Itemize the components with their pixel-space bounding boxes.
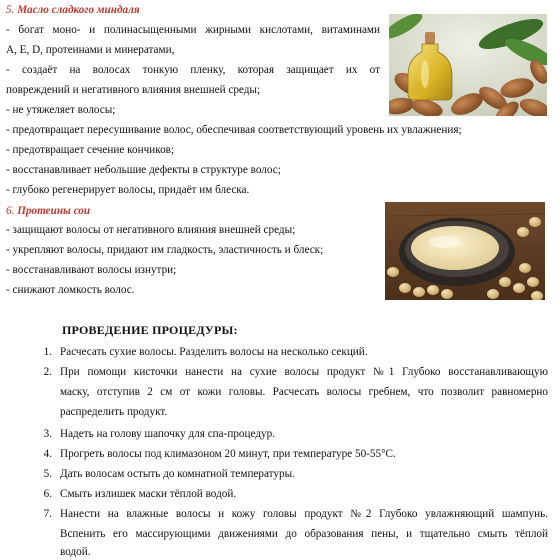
almond-oil-photo bbox=[389, 14, 547, 116]
almond-line-6: - предотвращает пересушивание волос, обеспечивая соответствующий уровень их увлажнения; bbox=[6, 124, 462, 136]
step-7-number: 7. bbox=[43, 508, 52, 520]
almond-line-7: - предотвращает сечение кончиков; bbox=[6, 144, 175, 156]
almond-line-8: - восстанавливает небольшие дефекты в структуре волос; bbox=[6, 164, 281, 176]
step-5-number: 5. bbox=[43, 468, 52, 480]
almond-line-9: - глубоко регенерирует волосы, придаёт им блеска. bbox=[6, 184, 250, 196]
almond-line-5: - не утяжеляет волосы; bbox=[6, 104, 116, 116]
soy-heading bbox=[6, 203, 90, 219]
step-6-number: 6. bbox=[43, 488, 52, 500]
almond-line-3: - создаёт на волосах тонкую пленку, которая защищает их от bbox=[6, 64, 380, 76]
almond-line-1: - богат моно- и полинасыщенными жирными кислотами, витаминами bbox=[6, 24, 380, 36]
step-4-number: 4. bbox=[43, 448, 52, 460]
step-2-line-1: При помощи кисточки нанести на сухие волосы продукт №1 Глубоко восстанавливающую bbox=[60, 366, 548, 378]
step-3-number: 3. bbox=[43, 428, 52, 440]
step-1-text: Расчесать сухие волосы. Разделить волосы на несколько секций. bbox=[60, 346, 368, 358]
step-6-text: Смыть излишек маски тёплой водой. bbox=[60, 488, 237, 500]
step-7-line-3: водой. bbox=[60, 546, 91, 558]
step-1-number: 1. bbox=[43, 346, 52, 358]
step-2-number: 2. bbox=[43, 366, 52, 378]
almond-title: Масло сладкого миндаля bbox=[17, 4, 140, 16]
almond-line-2: A, E, D, протеинами и минератами, bbox=[6, 44, 175, 56]
procedure-title: ПРОВЕДЕНИЕ ПРОЦЕДУРЫ: bbox=[62, 323, 238, 337]
almond-line-4: повреждений и негативного влияния внешней среды; bbox=[6, 84, 261, 96]
soy-line-3: - восстанавливают волосы изнутри; bbox=[6, 264, 177, 276]
soy-line-4: - снижают ломкость волос. bbox=[6, 284, 135, 296]
almond-number: 5. bbox=[6, 4, 15, 16]
almond-heading bbox=[6, 2, 140, 18]
step-7-line-1: Нанести на влажные волосы и кожу головы продукт №2 Глубоко увлажняющий шампунь. bbox=[60, 508, 548, 520]
step-2-line-3: распределить продукт. bbox=[60, 406, 168, 418]
step-3-text: Надеть на голову шапочку для спа-процедур. bbox=[60, 428, 275, 440]
step-5-text: Дать волосам остыть до комнатной температуры. bbox=[60, 468, 295, 480]
soy-number: 6. bbox=[6, 205, 15, 217]
step-4-text: Прогреть волосы под климазоном 20 минут, при температуре 50-55°С. bbox=[60, 448, 396, 460]
step-2-line-2: маску, отступив 2 см от кожи головы. Расчесать волосы гребнем, что позволит равномерно bbox=[60, 386, 548, 398]
soy-title: Протеины сои bbox=[17, 205, 91, 217]
soy-protein-photo bbox=[385, 202, 545, 300]
soy-line-1: - защищают волосы от негативного влияния внешней среды; bbox=[6, 224, 296, 236]
step-7-line-2: Вспенить его массирующими движениями до образования пены, и тщательно смыть тёплой bbox=[60, 528, 548, 540]
soy-line-2: - укрепляют волосы, придают им гладкость, эластичность и блеск; bbox=[6, 244, 324, 256]
